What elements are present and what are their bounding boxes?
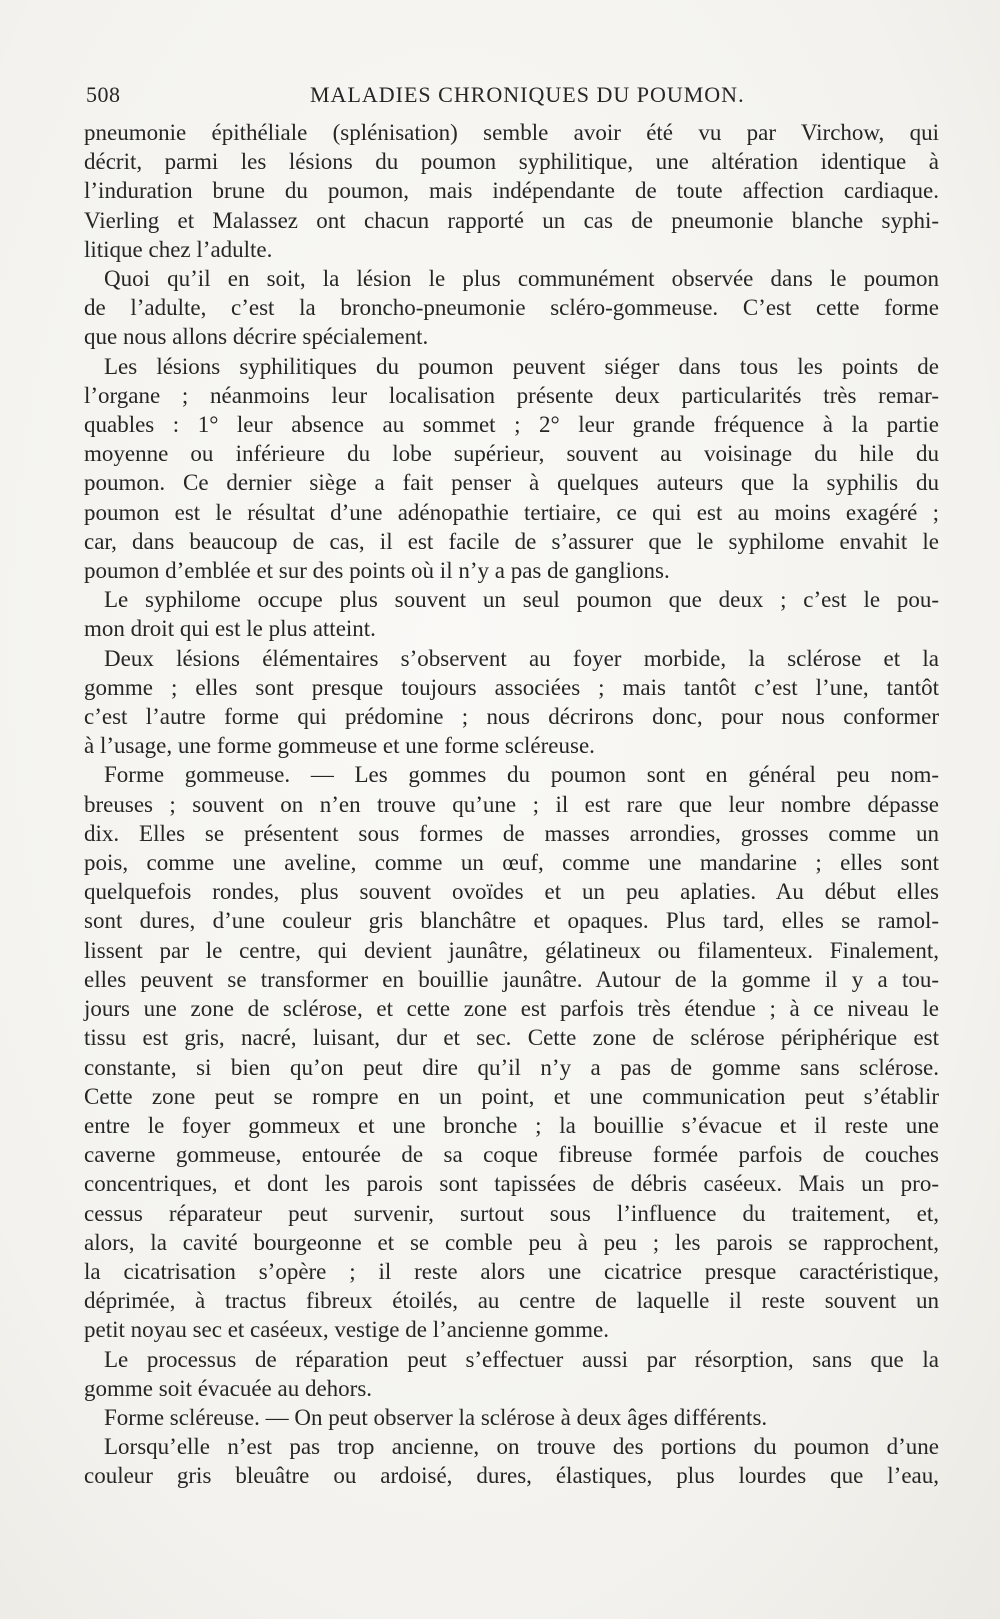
page-header: [86, 82, 940, 112]
text-line: l’induration brune du poumon, mais indépendante de toute affection cardiaque.: [84, 178, 939, 204]
text-line: mon droit qui est le plus atteint.: [84, 616, 376, 642]
page-number: 508: [86, 82, 121, 107]
running-title: MALADIES CHRONIQUES DU POUMON.: [310, 82, 745, 107]
text-line: quables : 1° leur absence au sommet ; 2° leur grande fréquence à la partie: [84, 412, 939, 438]
text-line: Deux lésions élémentaires s’observent au foyer morbide, la sclérose et la: [104, 645, 939, 671]
text-line: couleur gris bleuâtre ou ardoisé, dures, élastiques, plus lourdes que l’eau,: [84, 1463, 939, 1489]
text-line: poumon est le résultat d’une adénopathie tertiaire, ce qui est au moins exagéré ;: [84, 499, 939, 525]
text-line: gomme ; elles sont presque toujours associées ; mais tantôt c’est l’une, tantôt: [84, 674, 939, 700]
text-line: poumon d’emblée et sur des points où il n’y a pas de ganglions.: [84, 558, 670, 584]
text-line: c’est l’autre forme qui prédomine ; nous décrirons donc, pour nous conformer: [84, 704, 939, 730]
text-line: pois, comme une aveline, comme un œuf, comme une mandarine ; elles sont: [84, 850, 939, 876]
text-line: lissent par le centre, qui devient jaunâtre, gélatineux ou filamenteux. Finalement,: [84, 937, 939, 963]
text-line: car, dans beaucoup de cas, il est facile de s’assurer que le syphilome envahit le: [84, 528, 939, 554]
text-line: jours une zone de sclérose, et cette zone est parfois très étendue ; à ce niveau le: [84, 996, 939, 1022]
body-text: [84, 118, 939, 1491]
text-line: constante, si bien qu’on peut dire qu’il n’y a pas de gomme sans sclérose.: [84, 1054, 939, 1080]
text-line: Forme scléreuse. — On peut observer la sclérose à deux âges différents.: [104, 1404, 768, 1430]
text-line: moyenne ou inférieure du lobe supérieur, souvent au voisinage du hile du: [84, 441, 939, 467]
text-line: breuses ; souvent on n’en trouve qu’une ; il est rare que leur nombre dépasse: [84, 791, 939, 817]
text-line: déprimée, à tractus fibreux étoilés, au centre de laquelle il reste souvent un: [84, 1288, 939, 1314]
text-line: caverne gommeuse, entourée de sa coque fibreuse formée parfois de couches: [84, 1142, 939, 1168]
text-line: la cicatrisation s’opère ; il reste alors une cicatrice presque caractéristique,: [84, 1258, 939, 1284]
text-line: Les lésions syphilitiques du poumon peuvent siéger dans tous les points de: [104, 353, 939, 379]
text-line: alors, la cavité bourgeonne et se comble peu à peu ; les parois se rapprochent,: [84, 1229, 939, 1255]
text-line: Forme gommeuse. — Les gommes du poumon sont en général peu nom-: [104, 762, 939, 788]
text-line: entre le foyer gommeux et une bronche ; la bouillie s’évacue et il reste une: [84, 1112, 939, 1138]
text-line: décrit, parmi les lésions du poumon syphilitique, une altération identique à: [84, 149, 939, 175]
text-line: tissu est gris, nacré, luisant, dur et sec. Cette zone de sclérose périphérique est: [84, 1025, 939, 1051]
text-line: gomme soit évacuée au dehors.: [84, 1375, 373, 1401]
text-line: Le processus de réparation peut s’effectuer aussi par résorption, sans que la: [104, 1346, 939, 1372]
text-line: Cette zone peut se rompre en un point, et une communication peut s’établir: [84, 1083, 939, 1109]
text-line: pneumonie épithéliale (splénisation) semble avoir été vu par Virchow, qui: [84, 120, 939, 145]
text-line: petit noyau sec et caséeux, vestige de l’ancienne gomme.: [84, 1317, 609, 1343]
text-line: Quoi qu’il en soit, la lésion le plus communément observée dans le poumon: [104, 266, 939, 292]
text-line: sont dures, d’une couleur gris blanchâtre et opaques. Plus tard, elles se ramol-: [84, 908, 939, 934]
text-line: elles peuvent se transformer en bouillie jaunâtre. Autour de la gomme il y a tou-: [84, 966, 939, 992]
text-line: l’organe ; néanmoins leur localisation présente deux particularités très remar-: [84, 382, 939, 408]
text-line: Vierling et Malassez ont chacun rapporté un cas de pneumonie blanche syphi-: [84, 207, 939, 233]
text-line: à l’usage, une forme gommeuse et une forme scléreuse.: [84, 733, 595, 759]
text-line: Lorsqu’elle n’est pas trop ancienne, on trouve des portions du poumon d’une: [104, 1434, 939, 1460]
text-line: Le syphilome occupe plus souvent un seul poumon que deux ; c’est le pou-: [104, 587, 939, 613]
text-line: litique chez l’adulte.: [84, 236, 273, 262]
text-line: concentriques, et dont les parois sont tapissées de débris caséeux. Mais un pro-: [84, 1171, 939, 1197]
text-line: cessus réparateur peut survenir, surtout sous l’influence du traitement, et,: [84, 1200, 939, 1226]
text-line: poumon. Ce dernier siège a fait penser à quelques auteurs que la syphilis du: [84, 470, 939, 496]
text-line: que nous allons décrire spécialement.: [84, 324, 429, 350]
text-line: de l’adulte, c’est la broncho-pneumonie scléro-gommeuse. C’est cette forme: [84, 295, 939, 321]
text-line: dix. Elles se présentent sous formes de masses arrondies, grosses comme un: [84, 820, 939, 846]
text-line: quelquefois rondes, plus souvent ovoïdes et un peu aplaties. Au début elles: [84, 879, 939, 905]
